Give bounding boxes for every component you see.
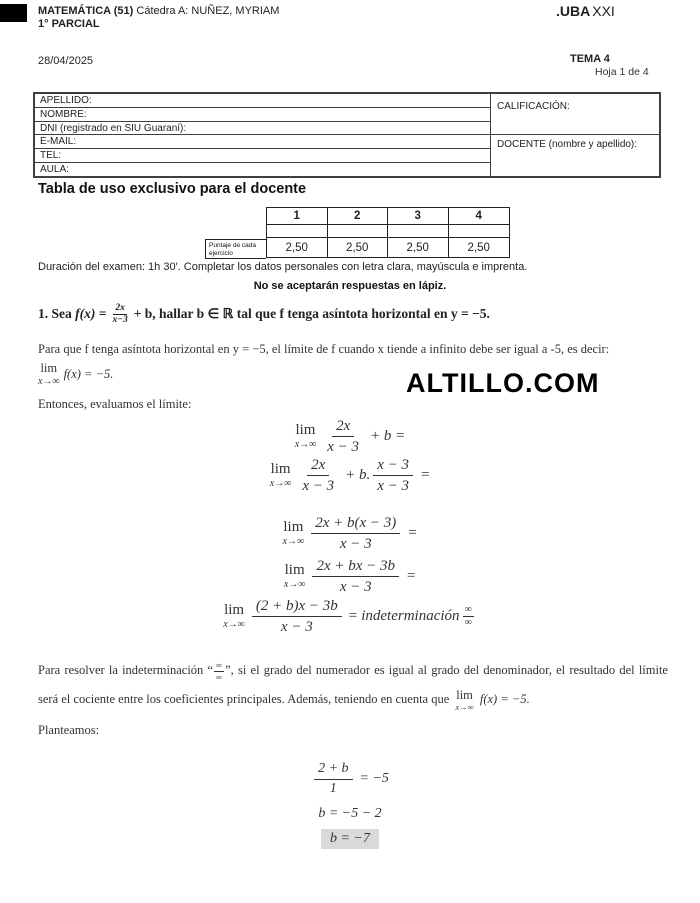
fraction: $\frac{2x + b(x - 3)}{x - 3}$ xyxy=(311,514,400,553)
exercise-number: 1. Sea xyxy=(38,306,76,322)
lim-operator: lim x→∞ xyxy=(38,361,60,387)
logo-uba-text: UBA xyxy=(559,3,591,19)
no-pencil-warning: No se aceptarán respuestas en lápiz. xyxy=(253,280,447,292)
equation-tail: = xyxy=(420,467,431,483)
score-row-label-line1: Puntaje de cada xyxy=(209,241,256,249)
score-value-1: 2,50 xyxy=(267,238,328,257)
student-data-fields xyxy=(35,94,491,176)
paragraph-entonces: Entonces, evaluamos el límite: xyxy=(38,397,192,411)
p3-limit-value: f(x) = −5. xyxy=(476,692,530,706)
indeterminacion-label: indeterminación xyxy=(361,608,460,624)
highlighted-result: b = −7 xyxy=(321,829,379,849)
equation-mid: + b. xyxy=(345,467,371,483)
scan-artifact-mark xyxy=(0,4,27,22)
equals-sign: = xyxy=(348,608,358,624)
infinity-over-infinity: ∞ ∞ xyxy=(464,604,472,628)
score-col-4: 4 xyxy=(449,208,510,225)
exam-type: 1° PARCIAL xyxy=(38,18,100,30)
exercise-fx: f(x) = xyxy=(75,306,107,322)
lim-operator: lim x→∞ xyxy=(282,519,305,547)
equation-1 xyxy=(0,417,700,456)
fraction: $\frac{2 + b}{1}$ xyxy=(314,761,352,798)
score-table xyxy=(266,207,510,258)
score-empty-cell[interactable] xyxy=(449,225,510,238)
score-empty-cell[interactable] xyxy=(267,225,328,238)
field-aula[interactable]: AULA: xyxy=(40,164,69,176)
lim-operator: lim x→∞ xyxy=(223,602,245,630)
score-row-label-line2: ejercicio xyxy=(209,249,233,257)
logo-xxi-text: XXI xyxy=(592,3,615,19)
equation-4 xyxy=(0,557,700,596)
field-apellido[interactable]: APELLIDO: xyxy=(35,94,490,108)
fraction: $\frac{2x + bx - 3b}{x - 3}$ xyxy=(312,557,399,596)
student-data-table xyxy=(33,92,661,178)
grading-fields xyxy=(491,94,659,176)
final-equation-2 xyxy=(0,806,700,822)
p3-quote-close: ”, xyxy=(225,663,238,677)
score-col-2: 2 xyxy=(328,208,389,225)
equation-2 xyxy=(0,456,700,495)
limit-condition-line xyxy=(38,362,113,387)
final-result xyxy=(0,829,700,849)
limit-condition-value: f(x) = −5. xyxy=(63,366,114,381)
lim-operator: lim x→∞ xyxy=(283,562,306,590)
score-col-3: 3 xyxy=(388,208,449,225)
exam-date: 28/04/2025 xyxy=(38,55,94,67)
equation-tail: + b = xyxy=(370,428,406,444)
fraction: $\frac{2x}{x - 3}$ xyxy=(302,457,335,494)
exercise-fraction: $\frac{2x}{x-3}$ xyxy=(112,303,128,325)
score-empty-cell[interactable] xyxy=(388,225,449,238)
exercise-1-statement xyxy=(38,303,490,326)
page-number: Hoja 1 de 4 xyxy=(595,66,649,78)
equation-tail: = xyxy=(407,525,418,541)
equation-tail: = xyxy=(406,568,417,584)
header-course-block xyxy=(38,5,279,31)
score-col-1: 1 xyxy=(267,208,328,225)
equation-3 xyxy=(0,514,700,553)
exercise-condition: + b, hallar b ∈ ℝ tal que f tenga asíntota horizontal en y = −5. xyxy=(133,306,490,322)
field-calificacion[interactable]: CALIFICACIÓN: xyxy=(491,94,659,135)
fraction: $\frac{x - 3}{x - 3}$ xyxy=(373,456,413,495)
equation-5 xyxy=(0,597,700,636)
duration-instructions: Duración del examen: 1h 30′. Completar los datos personales con letra clara, mayúscula e imprenta. xyxy=(38,261,528,273)
field-docente[interactable]: DOCENTE (nombre y apellido): xyxy=(497,139,638,150)
equation-text: b = −5 − 2 xyxy=(318,806,382,821)
lim-operator: lim x→∞ xyxy=(294,422,317,450)
course-title: MATEMÁTICA (51) xyxy=(38,5,134,17)
fraction: $\frac{2x}{x - 3}$ xyxy=(327,418,360,455)
paragraph-resolver xyxy=(38,656,668,714)
docente-table-title: Tabla de uso exclusivo para el docente xyxy=(38,181,307,197)
score-empty-cell[interactable] xyxy=(328,225,389,238)
lim-operator: lim x→∞ xyxy=(455,688,474,712)
score-value-2: 2,50 xyxy=(328,238,389,257)
equation-tail: = −5 xyxy=(359,771,389,787)
final-equation-1 xyxy=(0,761,700,798)
paragraph-asintota: Para que f tenga asíntota horizontal en y = −5, el límite de f cuando x tiende a infinito debe ser igual a -5, es decir: xyxy=(38,342,610,356)
field-tel[interactable]: TEL: xyxy=(35,149,490,163)
lim-operator: lim x→∞ xyxy=(269,461,292,489)
infinity-over-infinity: ∞ ∞ xyxy=(216,660,223,682)
uba-xxi-logo xyxy=(556,3,615,19)
field-nombre[interactable]: NOMBRE: xyxy=(35,108,490,122)
score-value-4: 2,50 xyxy=(467,241,490,254)
tema-label: TEMA 4 xyxy=(570,53,610,65)
p3-text-mid: si el grado del numerador es igual al grado del denominador, el resultado del límite será el cociente entre los coeficientes principales. Además, teniendo en cuenta que xyxy=(38,663,668,706)
altillo-watermark: ALTILLO.COM xyxy=(406,368,600,398)
paragraph-planteamos: Planteamos: xyxy=(38,723,100,737)
course-catedra: Cátedra A: NUÑEZ, MYRIAM xyxy=(136,5,280,17)
logo-dot: . xyxy=(556,3,560,19)
course-line xyxy=(38,5,279,18)
fraction: $\frac{(2 + b)x - 3b}{x - 3}$ xyxy=(252,597,342,636)
field-email[interactable]: E-MAIL: xyxy=(35,135,490,149)
score-value-3: 2,50 xyxy=(388,238,449,257)
score-row-label xyxy=(205,239,266,260)
field-dni[interactable]: DNI (registrado en SIU Guaraní): xyxy=(35,122,490,136)
p3-text-pre: Para resolver la indeterminación “ xyxy=(38,663,214,677)
